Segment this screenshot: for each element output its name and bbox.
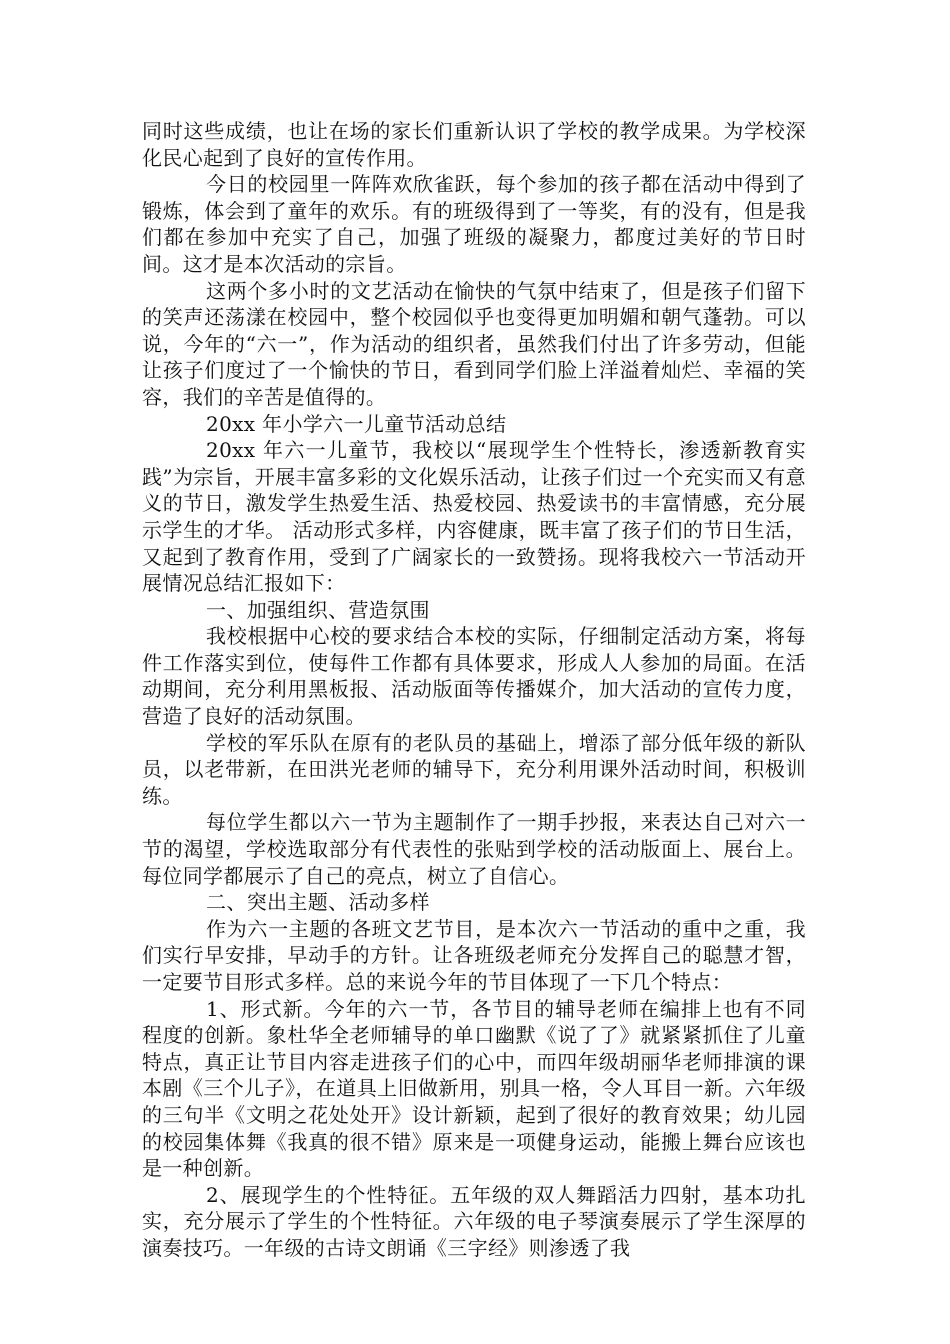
paragraph-intro: 20xx 年六一儿童节，我校以“展现学生个性特长，渗透新教育实践”为宗旨，开展丰富多彩的文化娱乐活动，让孩子们过一个充实而又有意义的节日，激发学生热爱生活、热爱校园、热爱读书的丰富情感，充分展示学生的才华。 活动形式多样，内容健康，既丰富了孩子们的节日生活，又起到了教育作用，受到了广阔家长的一致赞扬。现将我校六一节活动开展情况总结汇报如下： xyxy=(142,438,806,596)
paragraph-posters: 每位学生都以六一节为主题制作了一期手抄报，来表达自己对六一节的渴望，学校选取部分有代表性的张贴到学校的活动版面上、展台上。每位同学都展示了自己的亮点，树立了自信心。 xyxy=(142,810,806,888)
paragraph-3: 这两个多小时的文艺活动在愉快的气氛中结束了，但是孩子们留下的笑声还荡漾在校园中，整个校园似乎也变得更加明媚和朝气蓬勃。可以说，今年的“六一”，作为活动的组织者，虽然我们付出了许多劳动，但能让孩子们度过了一个愉快的节日，看到同学们脸上洋溢着灿烂、幸福的笑容，我们的辛苦是值得的。 xyxy=(142,278,806,409)
heading-two: 二、突出主题、活动多样 xyxy=(206,890,430,915)
section-title: 20xx 年小学六一儿童节活动总结 xyxy=(206,411,507,436)
heading-one: 一、加强组织、营造氛围 xyxy=(206,597,430,622)
paragraph-2: 今日的校园里一阵阵欢欣雀跃，每个参加的孩子都在活动中得到了锻炼，体会到了童年的欢乐。有的班级得到了一等奖，有的没有，但是我们都在参加中充实了自己，加强了班级的凝聚力，都度过美好的节日时间。这才是本次活动的宗旨。 xyxy=(142,172,806,276)
paragraph-point-2: 2、展现学生的个性特征。五年级的双人舞蹈活力四射，基本功扎实，充分展示了学生的个性特征。六年级的电子琴演奏展示了学生深厚的演奏技巧。一年级的古诗文朗诵《三字经》则渗透了我 xyxy=(142,1182,806,1260)
paragraph-organization: 我校根据中心校的要求结合本校的实际，仔细制定活动方案，将每件工作落实到位，使每件工作都有具体要求，形成人人参加的局面。在活动期间，充分利用黑板报、活动版面等传播媒介，加大活动的宣传力度，营造了良好的活动氛围。 xyxy=(142,624,806,729)
paragraph-programs: 作为六一主题的各班文艺节目，是本次六一节活动的重中之重，我们实行早安排，早动手的方针。让各班级老师充分发挥自己的聪慧才智，一定要节目形式多样。总的来说今年的节目体现了一下几个特点： xyxy=(142,916,806,994)
paragraph-1: 同时这些成绩，也让在场的家长们重新认识了学校的教学成果。为学校深化民心起到了良好的宣传作用。 xyxy=(142,119,806,170)
paragraph-band: 学校的军乐队在原有的老队员的基础上，增添了部分低年级的新队员，以老带新，在田洪光老师的辅导下，充分利用课外活动时间，积极训练。 xyxy=(142,730,806,808)
paragraph-point-1: 1、形式新。今年的六一节，各节目的辅导老师在编排上也有不同程度的创新。象杜华全老师辅导的单口幽默《说了了》就紧紧抓住了儿童特点，真正让节目内容走进孩子们的心中，而四年级胡丽华老师排演的课本剧《三个儿子》，在道具上旧做新用，别具一格，令人耳目一新。六年级的三句半《文明之花处处开》设计新颖，起到了很好的教育效果；幼儿园的校园集体舞《我真的很不错》原来是一项健身运动，能搬上舞台应该也是一种创新。 xyxy=(142,996,806,1181)
document-page xyxy=(142,118,806,1262)
